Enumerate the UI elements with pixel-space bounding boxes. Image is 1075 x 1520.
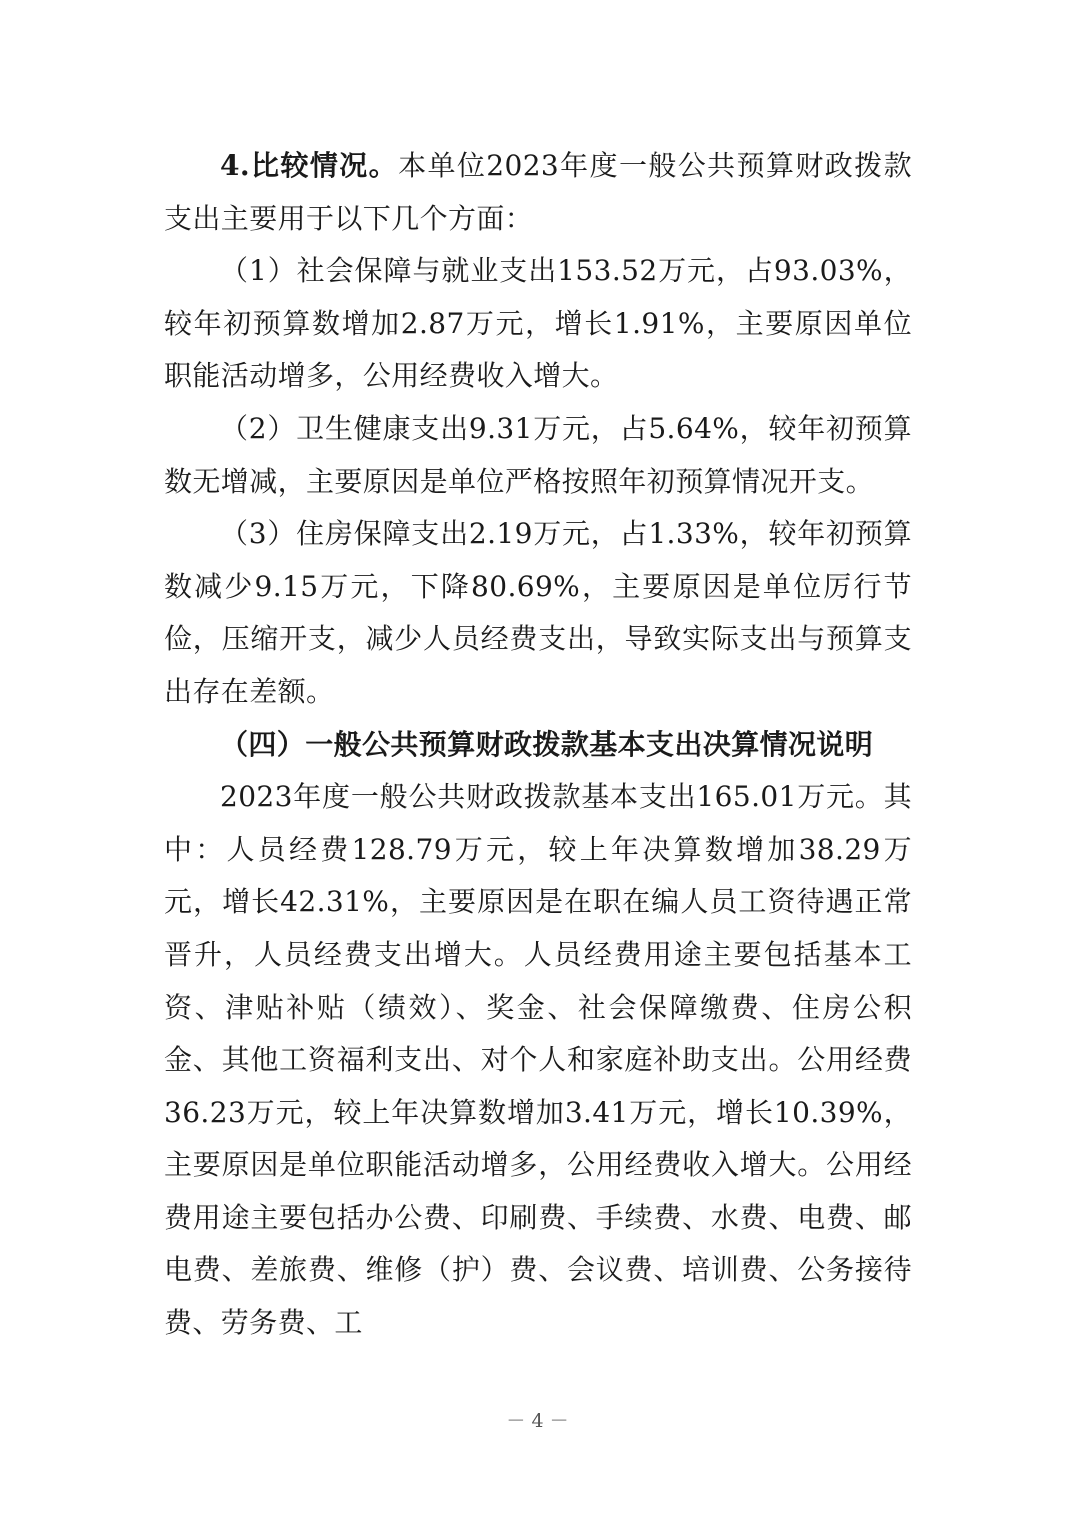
paragraph-text: 本单位2023年度一般公共预算财政拨款支出主要用于以下几个方面： [164, 149, 912, 235]
paragraph-lead-label: 4.比较情况。 [220, 149, 399, 182]
page-number: － 4 － [506, 1410, 569, 1432]
section-heading: （四）一般公共预算财政拨款基本支出决算情况说明 [220, 727, 874, 761]
document-body [164, 140, 912, 1350]
paragraph-social-security: （1）社会保障与就业支出153.52万元，占93.03%，较年初预算数增加2.87万元，增长1.91%，主要原因单位职能活动增多，公用经费收入增大。 [164, 254, 912, 393]
paragraph-basic-expenditure: 2023年度一般公共财政拨款基本支出165.01万元。其中：人员经费128.79万元，较上年决算数增加38.29万元，增长42.31%，主要原因是在职在编人员工资待遇正常晋升，人员经费支出增大。人员经费用途主要包括基本工资、津贴补贴（绩效）、奖金、社会保障缴费、住房公积金、其他工资福利支出、对个人和家庭补助支出。公用经费36.23万元，较上年决算数增加3.41万元，增长10.39%，主要原因是单位职能活动增多，公用经费收入增大。公用经费用途主要包括办公费、印刷费、手续费、水费、电费、邮电费、差旅费、维修（护）费、会议费、培训费、公务接待费、劳务费、工 [164, 780, 912, 1340]
paragraph-health: （2）卫生健康支出9.31万元，占5.64%，较年初预算数无增减，主要原因是单位严格按照年初预算情况开支。 [164, 411, 912, 498]
paragraph-housing: （3）住房保障支出2.19万元，占1.33%，较年初预算数减少9.15万元，下降80.69%，主要原因是单位厉行节俭，压缩开支，减少人员经费支出，导致实际支出与预算支出存在差额。 [164, 517, 912, 708]
paragraph-comparison-intro [164, 140, 912, 245]
